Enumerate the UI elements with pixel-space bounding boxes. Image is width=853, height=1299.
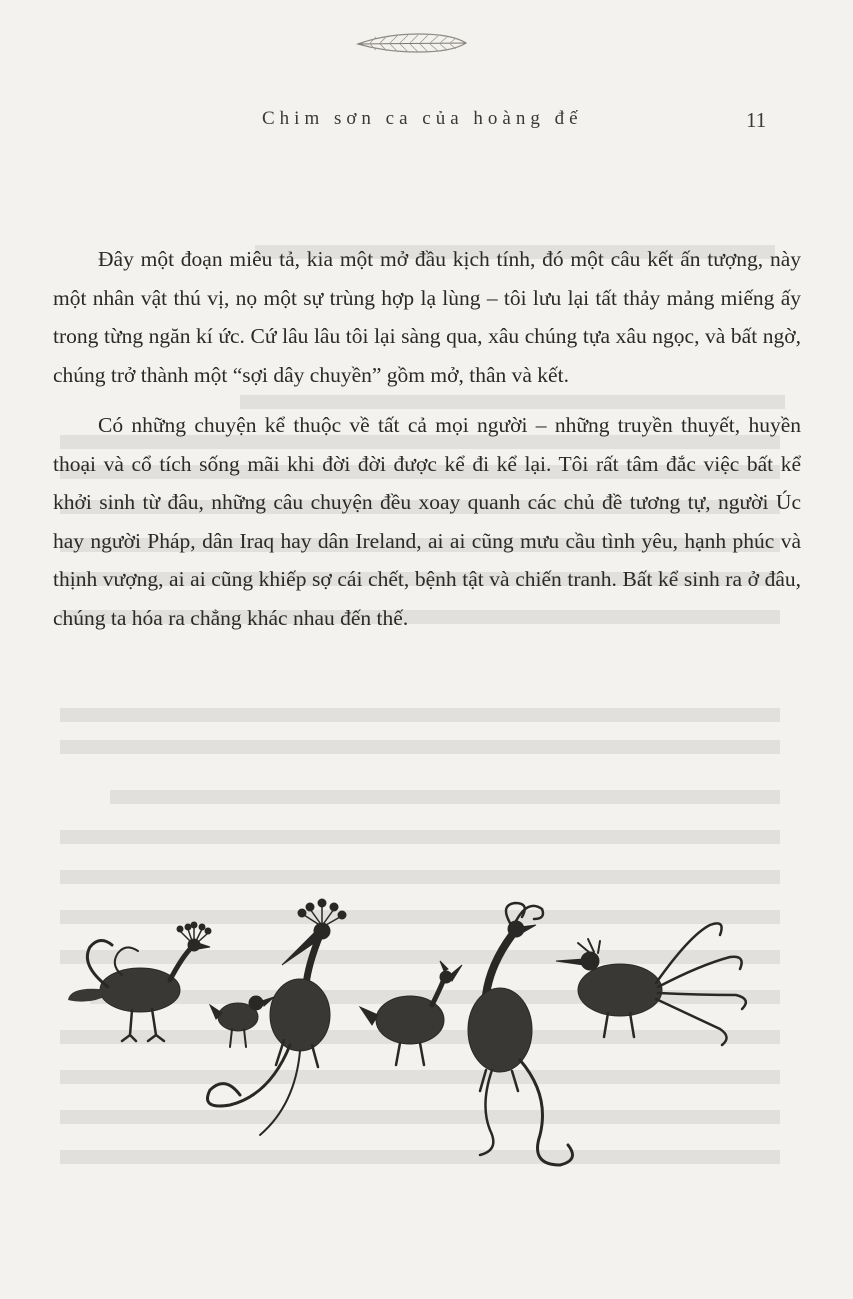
running-head-title: Chim sơn ca của hoàng đế	[262, 108, 583, 129]
bird-6	[556, 923, 746, 1045]
feather-icon	[356, 30, 468, 56]
paragraph: Đây một đoạn miêu tả, kia một mở đầu kịch tính, đó một câu kết ấn tượng, này một nhân vật thú vị, nọ một sự trùng hợp lạ lùng – tôi lưu lại tất thảy mảng miếng ấy trong từng ngăn kí ức. Cứ lâu lâu tôi lại sàng qua, xâu chúng tựa xâu ngọc, và bất ngờ, chúng trở thành một “sợi dây chuyền” gồm mở, thân và kết.	[53, 247, 801, 387]
bird-1	[68, 922, 211, 1041]
bird-2	[210, 996, 274, 1047]
birds-illustration-icon	[60, 895, 770, 1185]
paragraph: Có những chuyện kể thuộc về tất cả mọi người – những truyền thuyết, huyền thoại và cổ tích sống mãi khi đời đời được kể đi kể lại. Tôi rất tâm đắc việc bất kể khởi sinh từ đâu, những câu chuyện đều xoay quanh các chủ đề tương tự, người Úc hay người Pháp, dân Iraq hay dân Ireland, ai ai cũng mưu cầu tình yêu, hạnh phúc và thịnh vượng, ai ai cũng khiếp sợ cái chết, bệnh tật và chiến tranh. Bất kể sinh ra ở đâu, chúng ta hóa ra chẳng khác nhau đến thế.	[53, 413, 801, 630]
page-number: 11	[746, 108, 767, 132]
bird-4	[360, 961, 462, 1065]
bird-5	[468, 903, 573, 1165]
body-text	[53, 240, 801, 649]
